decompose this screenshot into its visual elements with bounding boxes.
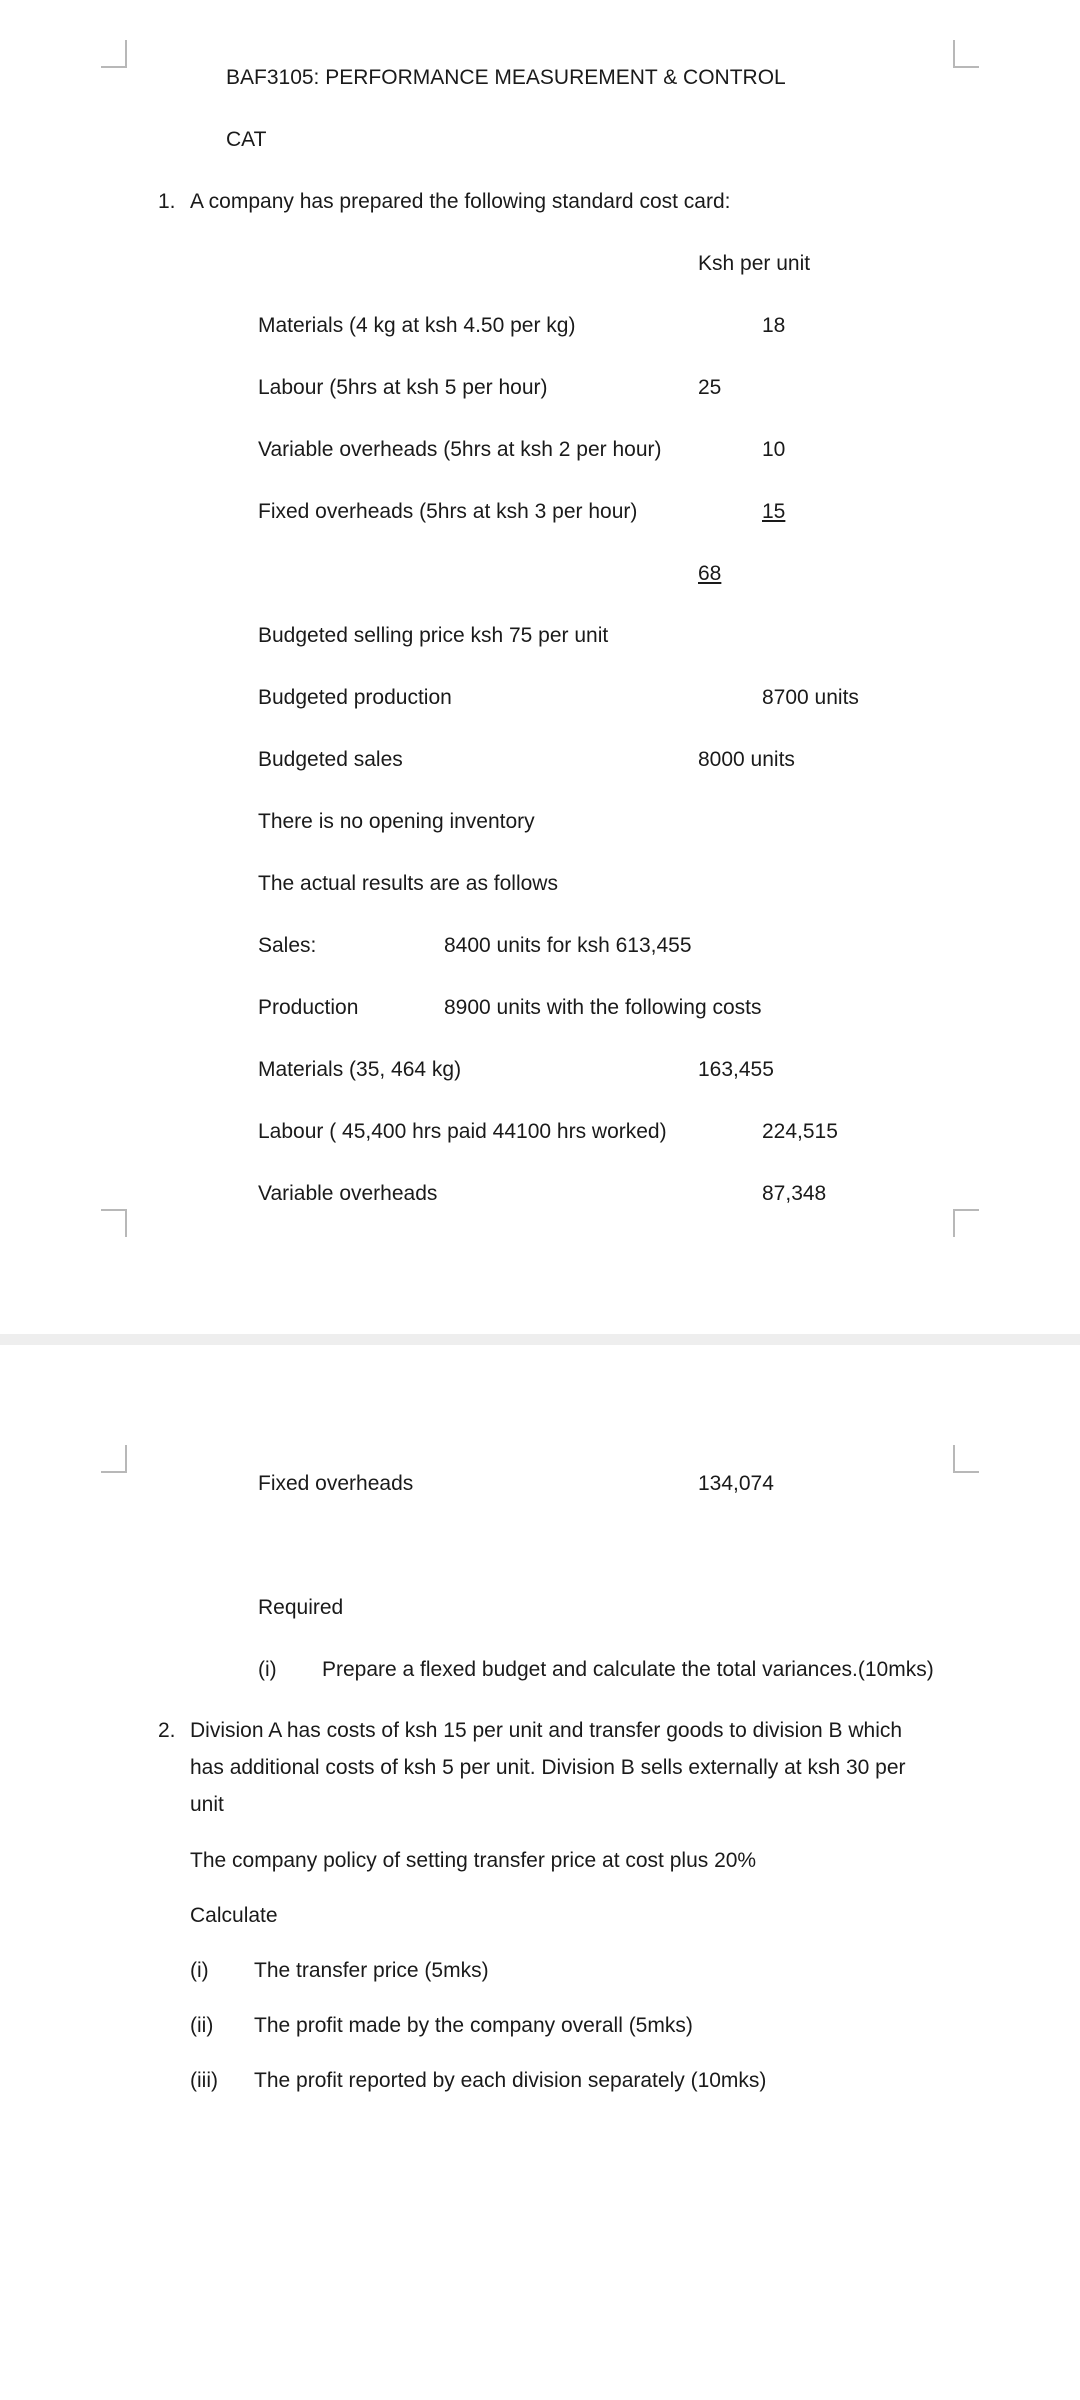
cost-line-value: 10: [762, 438, 786, 461]
cost-line-label: Fixed overheads (5hrs at ksh 3 per hour): [258, 500, 638, 523]
production-label: Production: [258, 996, 359, 1019]
part-number: (iii): [190, 2069, 218, 2092]
cost-line-value: 25: [698, 376, 722, 399]
question-intro: A company has prepared the following standard cost card:: [190, 190, 731, 213]
actual-cost-label: Fixed overheads: [258, 1472, 414, 1495]
cost-line-value: 15: [762, 500, 786, 523]
part-number: (ii): [190, 2014, 214, 2037]
corner-mark-bottom-left: [101, 1209, 127, 1237]
selling-price-text: Budgeted selling price ksh 75 per unit: [258, 624, 609, 647]
budget-sales-label: Budgeted sales: [258, 748, 403, 771]
required-text: Prepare a flexed budget and calculate the total variances.(10mks): [322, 1658, 934, 1681]
required-heading: Required: [258, 1596, 344, 1619]
column-header: Ksh per unit: [698, 252, 811, 275]
sales-label: Sales:: [258, 934, 317, 957]
corner-mark-top-right: [953, 1445, 979, 1473]
course-title: BAF3105: PERFORMANCE MEASUREMENT & CONTROL: [226, 66, 786, 89]
corner-mark-top-right: [953, 40, 979, 68]
corner-mark-bottom-right: [953, 1209, 979, 1237]
policy-text: The company policy of setting transfer price at cost plus 20%: [190, 1849, 757, 1872]
production-value: 8900 units with the following costs: [444, 996, 762, 1019]
cost-line-value: 18: [762, 314, 786, 337]
question-number: 1.: [158, 190, 176, 213]
budget-production-value: 8700 units: [762, 686, 859, 709]
corner-mark-top-left: [101, 1445, 127, 1473]
part-number: (i): [190, 1959, 209, 1982]
required-number: (i): [258, 1658, 277, 1681]
question-number: 2.: [158, 1719, 176, 1742]
cost-line-label: Labour (5hrs at ksh 5 per hour): [258, 376, 548, 399]
question-text: Division A has costs of ksh 15 per unit and transfer goods to division B which has additional costs of ksh 5 per unit. Division B sells externally at ksh 30 per unit: [190, 1719, 906, 1816]
part-text: The transfer price (5mks): [254, 1959, 489, 1982]
part-text: The profit reported by each division separately (10mks): [254, 2069, 767, 2092]
actual-results-intro: The actual results are as follows: [258, 872, 558, 895]
budget-production-label: Budgeted production: [258, 686, 452, 709]
actual-cost-label: Labour ( 45,400 hrs paid 44100 hrs worked): [258, 1120, 667, 1143]
assessment-type: CAT: [226, 128, 267, 151]
actual-cost-label: Materials (35, 464 kg): [258, 1058, 462, 1081]
actual-cost-value: 224,515: [762, 1120, 838, 1143]
budget-sales-value: 8000 units: [698, 748, 795, 771]
calculate-text: Calculate: [190, 1904, 278, 1927]
page-separator: [0, 1334, 1080, 1345]
actual-cost-label: Variable overheads: [258, 1182, 438, 1205]
part-text: The profit made by the company overall (5mks): [254, 2014, 693, 2037]
no-inventory-text: There is no opening inventory: [258, 810, 535, 833]
cost-line-label: Materials (4 kg at ksh 4.50 per kg): [258, 314, 576, 337]
cost-line-label: Variable overheads (5hrs at ksh 2 per hour): [258, 438, 662, 461]
actual-cost-value: 87,348: [762, 1182, 827, 1205]
corner-mark-top-left: [101, 40, 127, 68]
actual-cost-value: 134,074: [698, 1472, 774, 1495]
cost-card-total: 68: [698, 562, 722, 585]
document-page-2: [0, 1345, 1080, 2400]
sales-value: 8400 units for ksh 613,455: [444, 934, 692, 957]
actual-cost-value: 163,455: [698, 1058, 774, 1081]
